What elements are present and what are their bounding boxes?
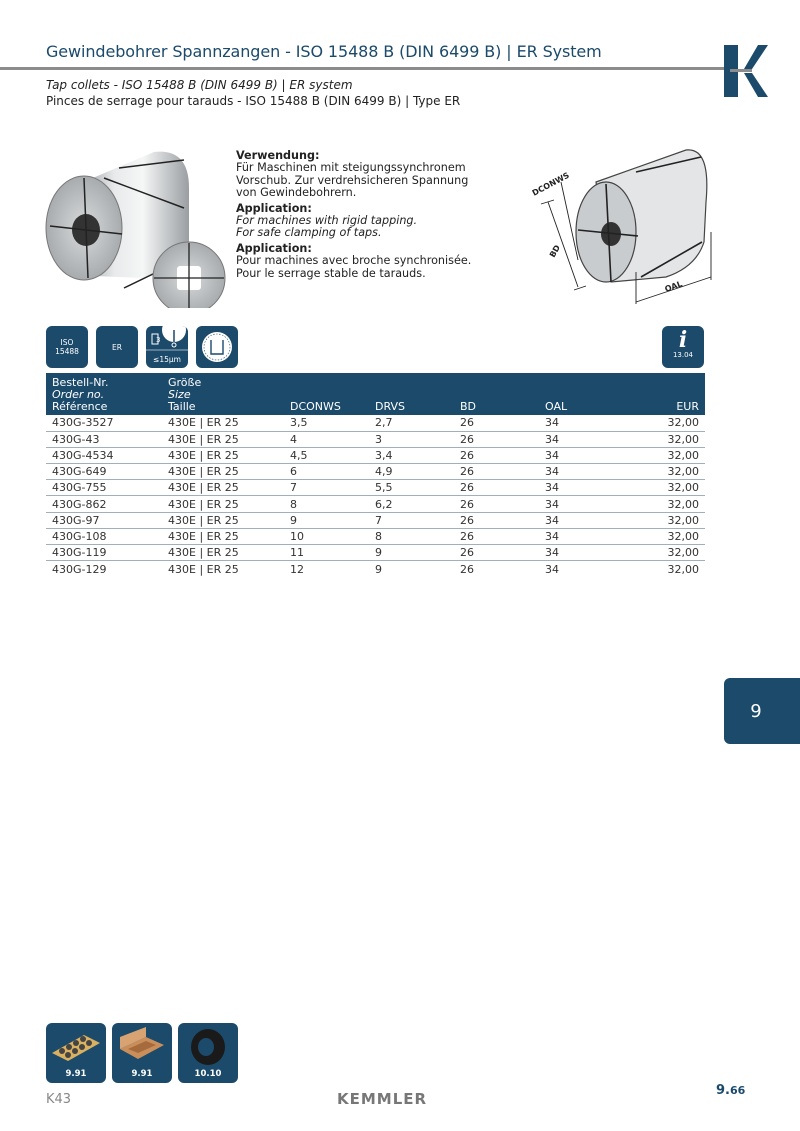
usage-text-de-1: Für Maschinen mit steigungssynchronem	[236, 161, 466, 175]
cell-drvs: 6,2	[369, 496, 454, 512]
usage-text-de-3: von Gewindebohrern.	[236, 186, 357, 200]
page-title: Gewindebohrer Spannzangen - ISO 15488 B (DIN 6499 B) | ER System	[46, 42, 602, 61]
usage-text-fr-2: Pour le serrage stable de tarauds.	[236, 266, 426, 280]
square-drive-icon	[200, 330, 234, 364]
cell-size: 430E | ER 25	[162, 480, 284, 496]
badge-er	[96, 326, 138, 368]
usage-text-fr-1: Pour machines avec broche synchronisée.	[236, 254, 472, 268]
cell-bd: 26	[454, 431, 539, 447]
table-row	[46, 447, 705, 463]
col-order-number: Bestell-Nr. Order no. Référence	[52, 376, 109, 413]
cell-dconws: 3,5	[284, 415, 369, 431]
cell-order: 430G-862	[46, 496, 162, 512]
cell-order: 430G-43	[46, 431, 162, 447]
usage-text-de-2: Vorschub. Zur verdrehsicheren Spannung	[236, 173, 469, 187]
cell-oal: 34	[539, 496, 624, 512]
page-number: 9.66	[716, 1083, 746, 1098]
wooden-box-icon	[116, 1027, 168, 1067]
badge-runout-accuracy	[146, 326, 188, 368]
cell-oal: 34	[539, 528, 624, 544]
cell-eur: 32,00	[624, 447, 705, 463]
related-clamping-nut[interactable]	[178, 1023, 238, 1083]
cell-oal: 34	[539, 480, 624, 496]
cell-dconws: 11	[284, 545, 369, 561]
related-ref: 10.10	[194, 1069, 222, 1079]
badge-iso-15488	[46, 326, 88, 368]
cell-order: 430G-97	[46, 512, 162, 528]
kemmler-logo-icon	[722, 45, 768, 97]
cell-oal: 34	[545, 562, 559, 576]
usage-description	[236, 150, 496, 283]
badge-iso-number: 15488	[55, 347, 79, 356]
cell-drvs: 3	[369, 431, 454, 447]
catalog-code: K43	[46, 1092, 72, 1107]
cell-order: 430G-755	[46, 480, 162, 496]
cell-dconws: 9	[284, 512, 369, 528]
cell-drvs: 4,9	[369, 464, 454, 480]
cell-bd: 26	[454, 496, 539, 512]
col-eur: EUR	[676, 400, 699, 413]
col-bd: BD	[460, 400, 477, 413]
cell-size: 430E | ER 25	[162, 464, 284, 480]
runout-label: ≤15µm	[153, 355, 181, 364]
cell-dconws: 4	[284, 431, 369, 447]
cell-bd: 26	[454, 545, 539, 561]
product-photo-collet	[44, 148, 234, 308]
cell-size: 430E | ER 25	[168, 562, 239, 576]
label-bd: BD	[547, 243, 563, 259]
badge-iso-label: ISO	[60, 338, 74, 347]
related-products	[46, 1023, 238, 1083]
usage-text-en-2: For safe clamping of taps.	[236, 226, 382, 240]
usage-heading-de: Verwendung:	[236, 149, 320, 162]
related-collet-rack[interactable]	[46, 1023, 106, 1083]
col-size: Größe Size Taille	[168, 376, 202, 413]
cell-order: 430G-129	[52, 562, 107, 576]
table-row	[46, 512, 705, 528]
cell-bd: 26	[460, 562, 474, 576]
cell-dconws: 12	[290, 562, 304, 576]
info-reference: 13.04	[672, 351, 694, 359]
cell-drvs: 7	[369, 512, 454, 528]
cell-eur: 32,00	[667, 562, 699, 576]
svg-text:3: 3	[156, 336, 161, 344]
cell-eur: 32,00	[624, 512, 705, 528]
badge-er-label: ER	[112, 342, 122, 352]
cell-oal: 34	[539, 447, 624, 463]
cell-order: 430G-108	[46, 528, 162, 544]
table-row	[46, 480, 705, 496]
label-dconws: DCONWS	[530, 170, 571, 198]
subtitle-french: Pinces de serrage pour tarauds - ISO 15488 B (DIN 6499 B) | Type ER	[46, 94, 461, 108]
cell-order: 430G-3527	[46, 415, 162, 431]
header-rule	[0, 67, 724, 70]
usage-heading-en: Application:	[236, 201, 312, 215]
info-icon: i	[678, 327, 688, 353]
cell-oal: 34	[539, 415, 624, 431]
badge-square-drive	[196, 326, 238, 368]
cell-size: 430E | ER 25	[162, 447, 284, 463]
cell-eur: 32,00	[624, 496, 705, 512]
cell-drvs: 8	[369, 528, 454, 544]
cell-eur: 32,00	[624, 431, 705, 447]
cell-size: 430E | ER 25	[162, 431, 284, 447]
dimension-drawing	[526, 142, 726, 307]
cell-drvs: 3,4	[369, 447, 454, 463]
table-row	[46, 415, 705, 431]
cell-dconws: 10	[284, 528, 369, 544]
cell-eur: 32,00	[624, 464, 705, 480]
cell-oal: 34	[539, 431, 624, 447]
cell-size: 430E | ER 25	[162, 512, 284, 528]
col-dconws: DCONWS	[290, 400, 341, 413]
table-row	[46, 561, 705, 577]
cell-drvs: 2,7	[369, 415, 454, 431]
info-badge[interactable]	[662, 326, 704, 368]
cell-eur: 32,00	[624, 480, 705, 496]
cell-bd: 26	[454, 447, 539, 463]
cell-dconws: 6	[284, 464, 369, 480]
usage-heading-fr: Application:	[236, 241, 312, 255]
table-row	[46, 528, 705, 544]
cell-eur: 32,00	[624, 415, 705, 431]
cell-order: 430G-119	[46, 545, 162, 561]
subtitle-english: Tap collets - ISO 15488 B (DIN 6499 B) | ER system	[46, 78, 353, 92]
cell-eur: 32,00	[624, 545, 705, 561]
cell-size: 430E | ER 25	[162, 496, 284, 512]
label-oal: OAL	[663, 279, 684, 294]
cell-drvs: 9	[375, 562, 382, 576]
cell-dconws: 8	[284, 496, 369, 512]
clamping-nut-icon	[182, 1027, 234, 1067]
cell-dconws: 7	[284, 480, 369, 496]
related-collet-box[interactable]	[112, 1023, 172, 1083]
cell-oal: 34	[539, 512, 624, 528]
related-ref: 9.91	[65, 1069, 87, 1079]
cell-eur: 32,00	[624, 528, 705, 544]
product-table	[46, 373, 705, 577]
cell-size: 430E | ER 25	[162, 545, 284, 561]
cell-size: 430E | ER 25	[162, 415, 284, 431]
collet-rack-icon	[50, 1027, 102, 1067]
related-ref: 9.91	[131, 1069, 153, 1079]
cell-bd: 26	[454, 480, 539, 496]
cell-drvs: 5,5	[369, 480, 454, 496]
col-oal: OAL	[545, 400, 568, 413]
cell-oal: 34	[539, 464, 624, 480]
table-row	[46, 431, 705, 447]
cell-bd: 26	[454, 415, 539, 431]
cell-size: 430E | ER 25	[162, 528, 284, 544]
cell-oal: 34	[539, 545, 624, 561]
cell-order: 430G-4534	[46, 447, 162, 463]
table-row	[46, 496, 705, 512]
feature-badges	[46, 326, 238, 368]
brand-name: KEMMLER	[337, 1090, 428, 1108]
cell-bd: 26	[454, 512, 539, 528]
cell-bd: 26	[454, 528, 539, 544]
chapter-tab[interactable]: 9	[724, 678, 800, 744]
cell-dconws: 4,5	[284, 447, 369, 463]
cell-bd: 26	[454, 464, 539, 480]
cell-order: 430G-649	[46, 464, 162, 480]
table-header-row	[46, 373, 705, 415]
table-row	[46, 464, 705, 480]
cell-drvs: 9	[369, 545, 454, 561]
table-row	[46, 545, 705, 561]
usage-text-en-1: For machines with rigid tapping.	[236, 214, 418, 228]
col-drvs: DRVS	[375, 400, 406, 413]
